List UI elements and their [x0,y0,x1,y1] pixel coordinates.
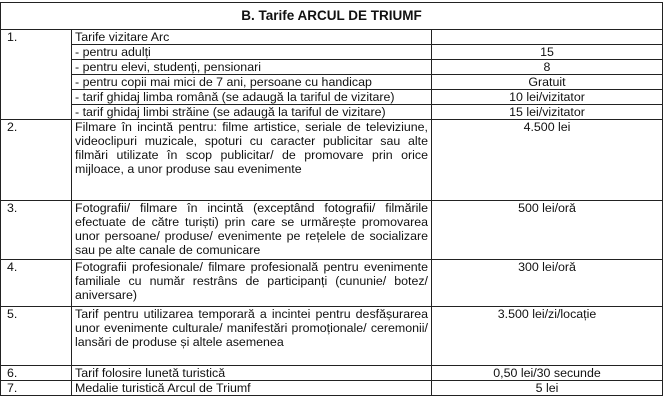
row-price: 4.500 lei [432,120,663,201]
row-number: 2. [1,120,72,201]
row-price: 0,50 lei/30 secunde [432,366,663,381]
subitem-price: 15 lei/vizitator [432,105,663,120]
row-description: Tarif pentru utilizarea temporară a incintei pentru desfășurarea unor evenimente culturale/ manifestări promoționale/ ceremonii/ lansări de produse și altele asemenea [72,307,432,366]
table-subrow [1,60,663,75]
row-price: 300 lei/oră [432,260,663,307]
row-description: Filmare în incintă pentru: filme artistice, seriale de televiziune, videoclipuri muzicale, spoturi cu caracter publicitar sau alte filmări utilizate în scop publicitar/ de promovare prin orice mijloace, a unor produse sau evenimente [72,120,432,201]
subitem-price: 10 lei/vizitator [432,90,663,105]
subitem-label: - pentru copii mai mici de 7 ani, persoane cu handicap [72,75,432,90]
subitem-price: 15 [432,45,663,60]
tariff-table [0,2,663,396]
subitem-price: Gratuit [432,75,663,90]
row-number: 1. [1,30,72,120]
table-row [1,201,663,260]
table-subrow [1,75,663,90]
row-price: 3.500 lei/zi/locație [432,307,663,366]
table-subrow [1,105,663,120]
row-description: Medalie turistică Arcul de Triumf [72,381,432,396]
table-row [1,381,663,396]
row-description: Tarife vizitare Arc [72,30,432,45]
row-price [432,30,663,45]
table-subrow [1,45,663,60]
row-description: Tarif folosire lunetă turistică [72,366,432,381]
row-number: 7. [1,381,72,396]
row-price: 5 lei [432,381,663,396]
subitem-label: - pentru adulți [72,45,432,60]
row-description: Fotografii/ filmare în incintă (exceptând fotografii/ filmările efectuate de către turiști) prin care se urmărește promovarea unor persoane/ produse/ evenimente pe rețelele de socializare sau pe alte canale de comunicare [72,201,432,260]
row-description: Fotografii profesionale/ filmare profesională pentru evenimente familiale cu număr restrâns de participanți (cununie/ botez/ aniversare) [72,260,432,307]
table-title-row [1,3,663,30]
table-row [1,366,663,381]
row-price: 500 lei/oră [432,201,663,260]
table-row [1,120,663,201]
row-number: 6. [1,366,72,381]
table-subrow [1,90,663,105]
table-title: B. Tarife ARCUL DE TRIUMF [1,3,663,30]
row-number: 4. [1,260,72,307]
subitem-price: 8 [432,60,663,75]
table-row [1,30,663,45]
subitem-label: - tarif ghidaj limba română (se adaugă la tariful de vizitare) [72,90,432,105]
row-number: 5. [1,307,72,366]
table-row [1,260,663,307]
subitem-label: - tarif ghidaj limbi străine (se adaugă la tariful de vizitare) [72,105,432,120]
subitem-label: - pentru elevi, studenți, pensionari [72,60,432,75]
row-number: 3. [1,201,72,260]
table-row [1,307,663,366]
